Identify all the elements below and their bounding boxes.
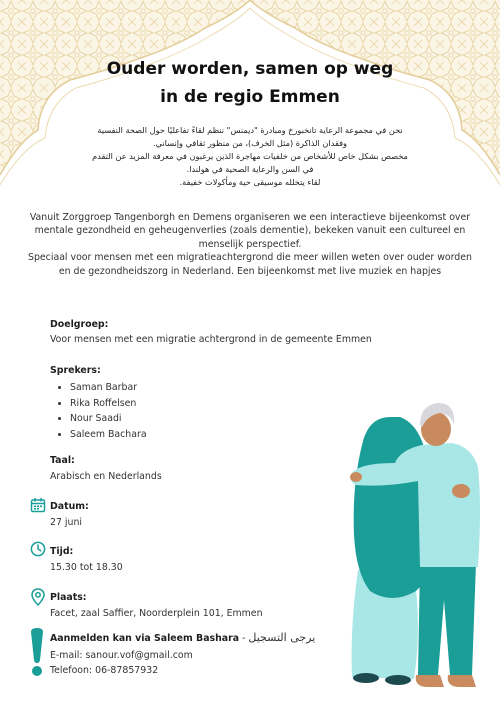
man-shoe <box>448 675 476 687</box>
taal-label: Taal: <box>50 455 75 466</box>
arabic-intro <box>70 124 430 189</box>
woman-hand <box>452 484 470 498</box>
datum-label: Datum: <box>50 501 89 512</box>
plaats-section <box>50 591 263 620</box>
man-hand <box>350 472 362 482</box>
woman-shoe <box>353 673 379 683</box>
plaats-value: Facet, zaal Saffier, Noorderplein 101, Emmen <box>50 608 263 619</box>
intro-line: mentale gezondheid en geheugenverlies (zoals dementie), bekeken vanuit een cultureel en <box>34 225 466 237</box>
datum-value: 27 juni <box>50 517 83 528</box>
plaats-label: Plaats: <box>50 592 87 603</box>
dutch-intro <box>28 211 472 278</box>
aanmelden-phone[interactable]: Telefoon: 06-87857932 <box>50 665 159 676</box>
intro-line: Speciaal voor mensen met een migratieachtergrond die meer willen weten over ouder worden <box>28 252 472 264</box>
man-shoe <box>416 675 444 687</box>
sprekers-label: Sprekers: <box>50 365 101 376</box>
title-line-1: Ouder worden, samen op weg <box>106 59 394 79</box>
clock-icon <box>30 541 46 557</box>
tijd-label: Tijd: <box>50 546 74 557</box>
aanmelden-separator: - <box>239 633 249 644</box>
arabic-line: في السن والرعاية الصحية في هولندا. <box>186 164 314 174</box>
intro-line: menselijk perspectief. <box>198 238 302 250</box>
speaker-item: • Rika Roffelsen <box>70 396 147 412</box>
woman-shoe <box>385 675 411 685</box>
tijd-value: 15.30 tot 18.30 <box>50 562 123 573</box>
doelgroep-section <box>50 318 372 346</box>
speaker-item: • Saman Barbar <box>70 380 147 396</box>
aanmelden-section <box>50 631 315 677</box>
intro-line: Vanuit Zorggroep Tangenborgh en Demens organiseren we een interactieve bijeenkomst over <box>29 212 471 223</box>
intro-line: en de gezondheidszorg in Nederland. Een bijeenkomst met live muziek en hapjes <box>58 265 442 277</box>
datum-section <box>50 500 89 529</box>
aanmelden-label: Aanmelden kan via Saleem Bashara <box>50 633 240 644</box>
sprekers-section <box>50 364 147 442</box>
taal-section <box>50 454 162 483</box>
aanmelden-email[interactable]: E-mail: sanour.vof@gmail.com <box>50 650 193 661</box>
aanmelden-arabic: يرجى التسجيل <box>248 631 316 644</box>
doelgroep-label: Doelgroep: <box>50 319 109 330</box>
embracing-couple-illustration <box>340 395 500 695</box>
speaker-item: • Nour Saadi <box>70 411 147 427</box>
arabic-line: لقاء يتخلله موسيقى حية ومأكولات خفيفة. <box>179 177 321 187</box>
arabic-line: وفقدان الذاكرة (مثل الخرف)، من منظور ثقافي وإنساني. <box>152 138 348 148</box>
title-line-2: in de regio Emmen <box>160 87 340 107</box>
speaker-list <box>50 380 147 442</box>
exclamation-icon <box>30 628 44 678</box>
man-trousers <box>418 563 476 675</box>
arabic-line: مخصص بشكل خاص للأشخاص من خلفيات مهاجرة الذين يرغبون في معرفة المزيد عن التقدم <box>92 151 408 161</box>
calendar-icon <box>30 497 46 513</box>
taal-value: Arabisch en Nederlands <box>50 471 162 482</box>
location-pin-icon <box>30 588 46 606</box>
arabic-line: نحن في مجموعة الرعاية تانخبورخ ومبادرة "ديمنس" ننظم لقاءً تفاعليًا حول الصحة النفسية <box>97 125 403 135</box>
tijd-section <box>50 545 123 574</box>
doelgroep-value: Voor mensen met een migratie achtergrond in de gemeente Emmen <box>50 334 372 345</box>
speaker-item: • Saleem Bachara <box>70 427 147 443</box>
